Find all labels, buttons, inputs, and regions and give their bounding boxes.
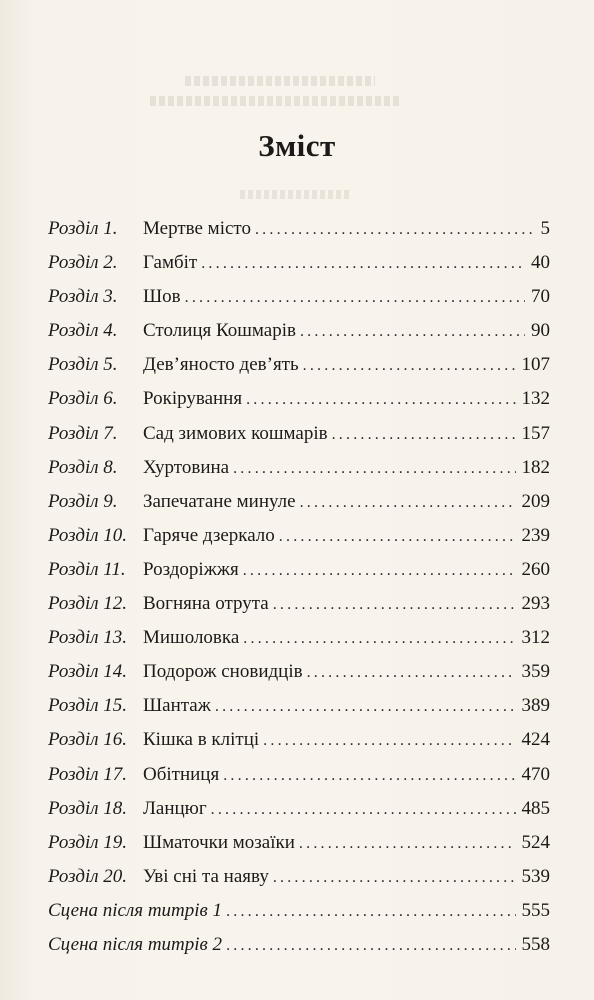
dot-leader: [263, 728, 515, 754]
chapter-title: Гамбіт: [143, 252, 198, 274]
chapter-label: Розділ 16.: [48, 729, 128, 751]
chapter-label: Розділ 10.: [48, 524, 128, 546]
page-number: 239: [521, 524, 550, 546]
dot-leader: [332, 422, 516, 448]
toc-entry-1[interactable]: [48, 216, 550, 250]
page-number: 389: [521, 695, 550, 717]
page-number: 558: [521, 933, 550, 955]
toc-entry-post-credits-1[interactable]: [48, 898, 550, 932]
chapter-label: Розділ 17.: [48, 763, 128, 785]
chapter-label: Розділ 5.: [48, 354, 118, 376]
dot-leader: [300, 319, 525, 345]
dot-leader: [226, 899, 515, 925]
chapter-label: Розділ 19.: [48, 831, 128, 853]
toc-entry-9[interactable]: [48, 489, 550, 523]
page-number: 132: [521, 388, 550, 410]
page-number: 524: [521, 831, 550, 853]
chapter-title: Шантаж: [143, 695, 211, 717]
table-of-contents: [48, 216, 550, 966]
toc-entry-15[interactable]: [48, 693, 550, 727]
chapter-title: Дев’яносто дев’ять: [143, 354, 299, 376]
toc-entry-3[interactable]: [48, 284, 550, 318]
dot-leader: [215, 694, 516, 720]
chapter-label: Розділ 20.: [48, 865, 128, 887]
chapter-label: Розділ 3.: [48, 286, 118, 308]
chapter-title: Вогняна отрута: [143, 593, 269, 615]
page-number: 424: [521, 729, 550, 751]
extra-title: Сцена після титрів 2: [48, 933, 223, 955]
page-number: 485: [521, 797, 550, 819]
page-number: 539: [521, 865, 550, 887]
toc-entry-19[interactable]: [48, 830, 550, 864]
chapter-label: Розділ 8.: [48, 456, 118, 478]
page-number: 5: [540, 218, 550, 239]
toc-entry-8[interactable]: [48, 455, 550, 489]
toc-entry-6[interactable]: [48, 386, 550, 420]
chapter-label: Розділ 7.: [48, 422, 118, 444]
dot-leader: [307, 660, 516, 686]
toc-entry-17[interactable]: [48, 762, 550, 796]
bleed-through-mark: [185, 76, 375, 86]
chapter-title: Мертве місто: [143, 218, 251, 239]
chapter-title: Хуртовина: [143, 456, 230, 478]
dot-leader: [273, 865, 516, 891]
chapter-title: Мишоловка: [143, 627, 240, 649]
page-number: 157: [521, 422, 550, 444]
page-number: 260: [521, 558, 550, 580]
dot-leader: [273, 592, 516, 618]
toc-entry-2[interactable]: [48, 250, 550, 284]
page-number: 209: [521, 490, 550, 512]
toc-entry-16[interactable]: [48, 727, 550, 761]
page-number: 470: [521, 763, 550, 785]
dot-leader: [201, 251, 525, 277]
page-number: 40: [531, 252, 550, 274]
page-title: Зміст: [258, 128, 336, 163]
chapter-title: Кішка в клітці: [143, 729, 260, 751]
page-number: 312: [521, 627, 550, 649]
toc-entry-7[interactable]: [48, 421, 550, 455]
chapter-label: Розділ 9.: [48, 490, 118, 512]
toc-entry-13[interactable]: [48, 625, 550, 659]
dot-leader: [243, 558, 516, 584]
chapter-label: Розділ 2.: [48, 252, 118, 274]
page-number: 555: [521, 899, 550, 921]
chapter-label: Розділ 18.: [48, 797, 128, 819]
page-number: 359: [521, 661, 550, 683]
dot-leader: [303, 353, 516, 379]
chapter-label: Розділ 13.: [48, 627, 128, 649]
dot-leader: [279, 524, 516, 550]
toc-entry-14[interactable]: [48, 659, 550, 693]
dot-leader: [255, 217, 535, 243]
dot-leader: [223, 763, 515, 789]
chapter-title: Ланцюг: [143, 797, 207, 819]
chapter-label: Розділ 6.: [48, 388, 118, 410]
page-number: 107: [521, 354, 550, 376]
toc-entry-18[interactable]: [48, 796, 550, 830]
chapter-label: Розділ 11.: [48, 558, 126, 580]
chapter-label: Розділ 12.: [48, 593, 128, 615]
page-number: 90: [531, 320, 550, 342]
chapter-label: Розділ 4.: [48, 320, 118, 342]
chapter-title: Уві сні та наяву: [143, 865, 269, 887]
chapter-title: Рокірування: [143, 388, 243, 410]
chapter-title: Сад зимових кошмарів: [143, 422, 328, 444]
chapter-label: Розділ 1.: [48, 218, 118, 239]
page-number: 293: [521, 593, 550, 615]
chapter-title: Гаряче дзеркало: [143, 524, 275, 546]
bleed-through-mark: [150, 96, 400, 106]
chapter-label: Розділ 14.: [48, 661, 128, 683]
chapter-title: Шматочки мозаїки: [143, 831, 295, 853]
bleed-through-mark: [240, 190, 350, 199]
dot-leader: [233, 456, 515, 482]
dot-leader: [226, 933, 515, 959]
page-number: 70: [531, 286, 550, 308]
chapter-title: Подорож сновидців: [143, 661, 303, 683]
toc-entry-12[interactable]: [48, 591, 550, 625]
chapter-title: Обітниця: [143, 763, 220, 785]
dot-leader: [243, 626, 515, 652]
chapter-title: Шов: [143, 286, 181, 308]
toc-entry-20[interactable]: [48, 864, 550, 898]
chapter-title: Запечатане минуле: [143, 490, 296, 512]
dot-leader: [185, 285, 525, 311]
dot-leader: [299, 831, 516, 857]
extra-title: Сцена після титрів 1: [48, 899, 223, 921]
dot-leader: [300, 490, 516, 516]
toc-entry-11[interactable]: [48, 557, 550, 591]
chapter-title: Столиця Кошмарів: [143, 320, 296, 342]
toc-entry-post-credits-2[interactable]: [48, 932, 550, 966]
dot-leader: [246, 387, 515, 413]
chapter-title: Роздоріжжя: [143, 558, 239, 580]
toc-entry-5[interactable]: [48, 352, 550, 386]
toc-entry-10[interactable]: [48, 523, 550, 557]
page-number: 182: [521, 456, 550, 478]
dot-leader: [211, 797, 516, 823]
toc-entry-4[interactable]: [48, 318, 550, 352]
chapter-label: Розділ 15.: [48, 695, 128, 717]
